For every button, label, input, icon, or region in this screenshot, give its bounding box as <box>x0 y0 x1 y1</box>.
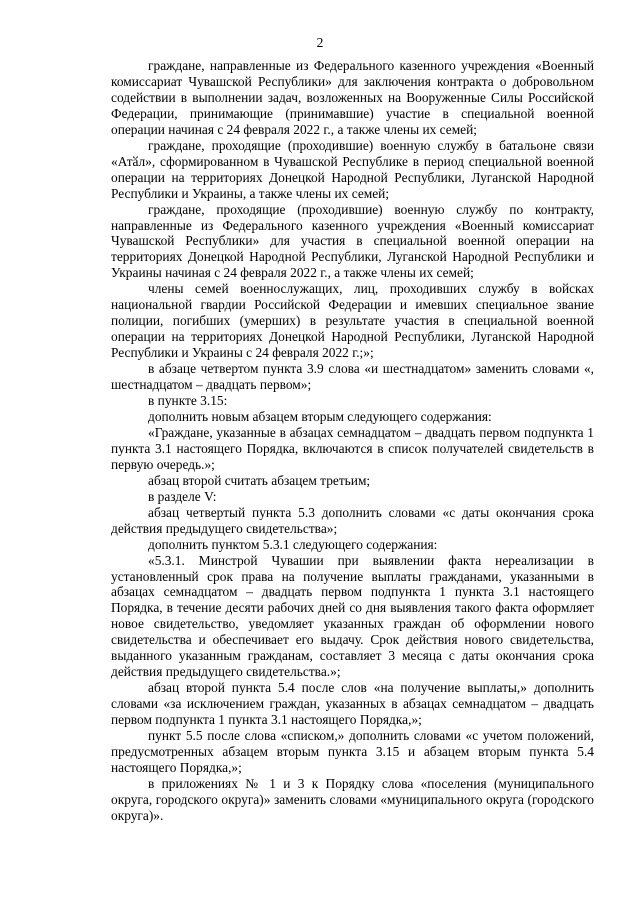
paragraph: члены семей военнослужащих, лиц, проходивших службу в войсках национальной гвардии Российской Федерации и имевших специальное звание полиции, погибших (умерших) в результате участия в специальной военной операции на территориях Донецкой Народной Республики, Луганской Народной Республики и Украины с 24 февраля 2022 г.;»; <box>111 281 594 361</box>
paragraph: граждане, проходящие (проходившие) военную службу по контракту, направленные из Федерального казенного учреждения «Военный комиссариат Чувашской Республики» для участия в специальной военной операции на территориях Донецкой Народной Республики, Луганской Народной Республики и Украины начиная с 24 февраля 2022 г., а также члены их семей; <box>111 201 594 281</box>
paragraph: «Граждане, указанные в абзацах семнадцатом – двадцать первом подпункта 1 пункта 3.1 настоящего Порядка, включаются в список получателей свидетельств в первую очередь.»; <box>111 424 594 472</box>
paragraph: абзац четвертый пункта 5.3 дополнить словами «с даты окончания срока действия предыдущего свидетельства»; <box>111 504 594 536</box>
page-number: 2 <box>316 35 324 50</box>
paragraph: абзац второй считать абзацем третьим; <box>148 472 371 488</box>
paragraph: абзац второй пункта 5.4 после слов «на получение выплаты,» дополнить словами «за исключением граждан, указанных в абзацах семнадцатом – двадцать первом подпункта 1 пункта 3.1 настоящего Порядка,»; <box>111 680 594 728</box>
paragraph: в пункте 3.15: <box>148 393 228 409</box>
paragraph: граждане, проходящие (проходившие) военную службу в батальоне связи «Атӑл», сформированном в Чувашской Республике в период специальной военной операции на территориях Донецкой Народной Республики, Луганской Народной Республики и Украины, а также члены их семей; <box>111 137 594 201</box>
paragraph: в приложениях № 1 и 3 к Порядку слова «поселения (муниципального округа, городского округа)» заменить словами «муниципального округа (городского округа)». <box>111 775 594 823</box>
paragraph: в разделе V: <box>148 488 217 504</box>
document-body <box>111 58 594 824</box>
paragraph: дополнить пунктом 5.3.1 следующего содержания: <box>148 536 438 552</box>
paragraph: «5.3.1. Минстрой Чувашии при выявлении факта нереализации в установленный срок права на получение выплаты гражданами, указанными в абзацах семнадцатом – двадцать первом подпункта 1 пункта 3.1 настоящего Порядка, в течение десяти рабочих дней со дня выявления такого факта оформляет новое свидетельство, уведомляет указанных граждан об оформлении нового свидетельства и обеспечивает его выдачу. Срок действия нового свидетельства, выданного указанным гражданам, составляет 3 месяца с даты окончания срока действия предыдущего свидетельства.»; <box>111 552 594 680</box>
paragraph: пункт 5.5 после слова «списком,» дополнить словами «с учетом положений, предусмотренных абзацем вторым пункта 3.15 и абзацем вторым пункта 5.4 настоящего Порядка,»; <box>111 728 594 775</box>
paragraph: граждане, направленные из Федерального казенного учреждения «Военный комиссариат Чувашской Республики» для заключения контракта о добровольном содействии в выполнении задач, возложенных на Вооруженные Силы Российской Федерации, принимающие (принимавшие) участие в специальной военной операции начиная с 24 февраля 2022 г., а также члены их семей; <box>111 58 594 137</box>
paragraph: в абзаце четвертом пункта 3.9 слова «и шестнадцатом» заменить словами «, шестнадцатом – двадцать первом»; <box>111 361 594 393</box>
paragraph: дополнить новым абзацем вторым следующего содержания: <box>148 408 492 424</box>
